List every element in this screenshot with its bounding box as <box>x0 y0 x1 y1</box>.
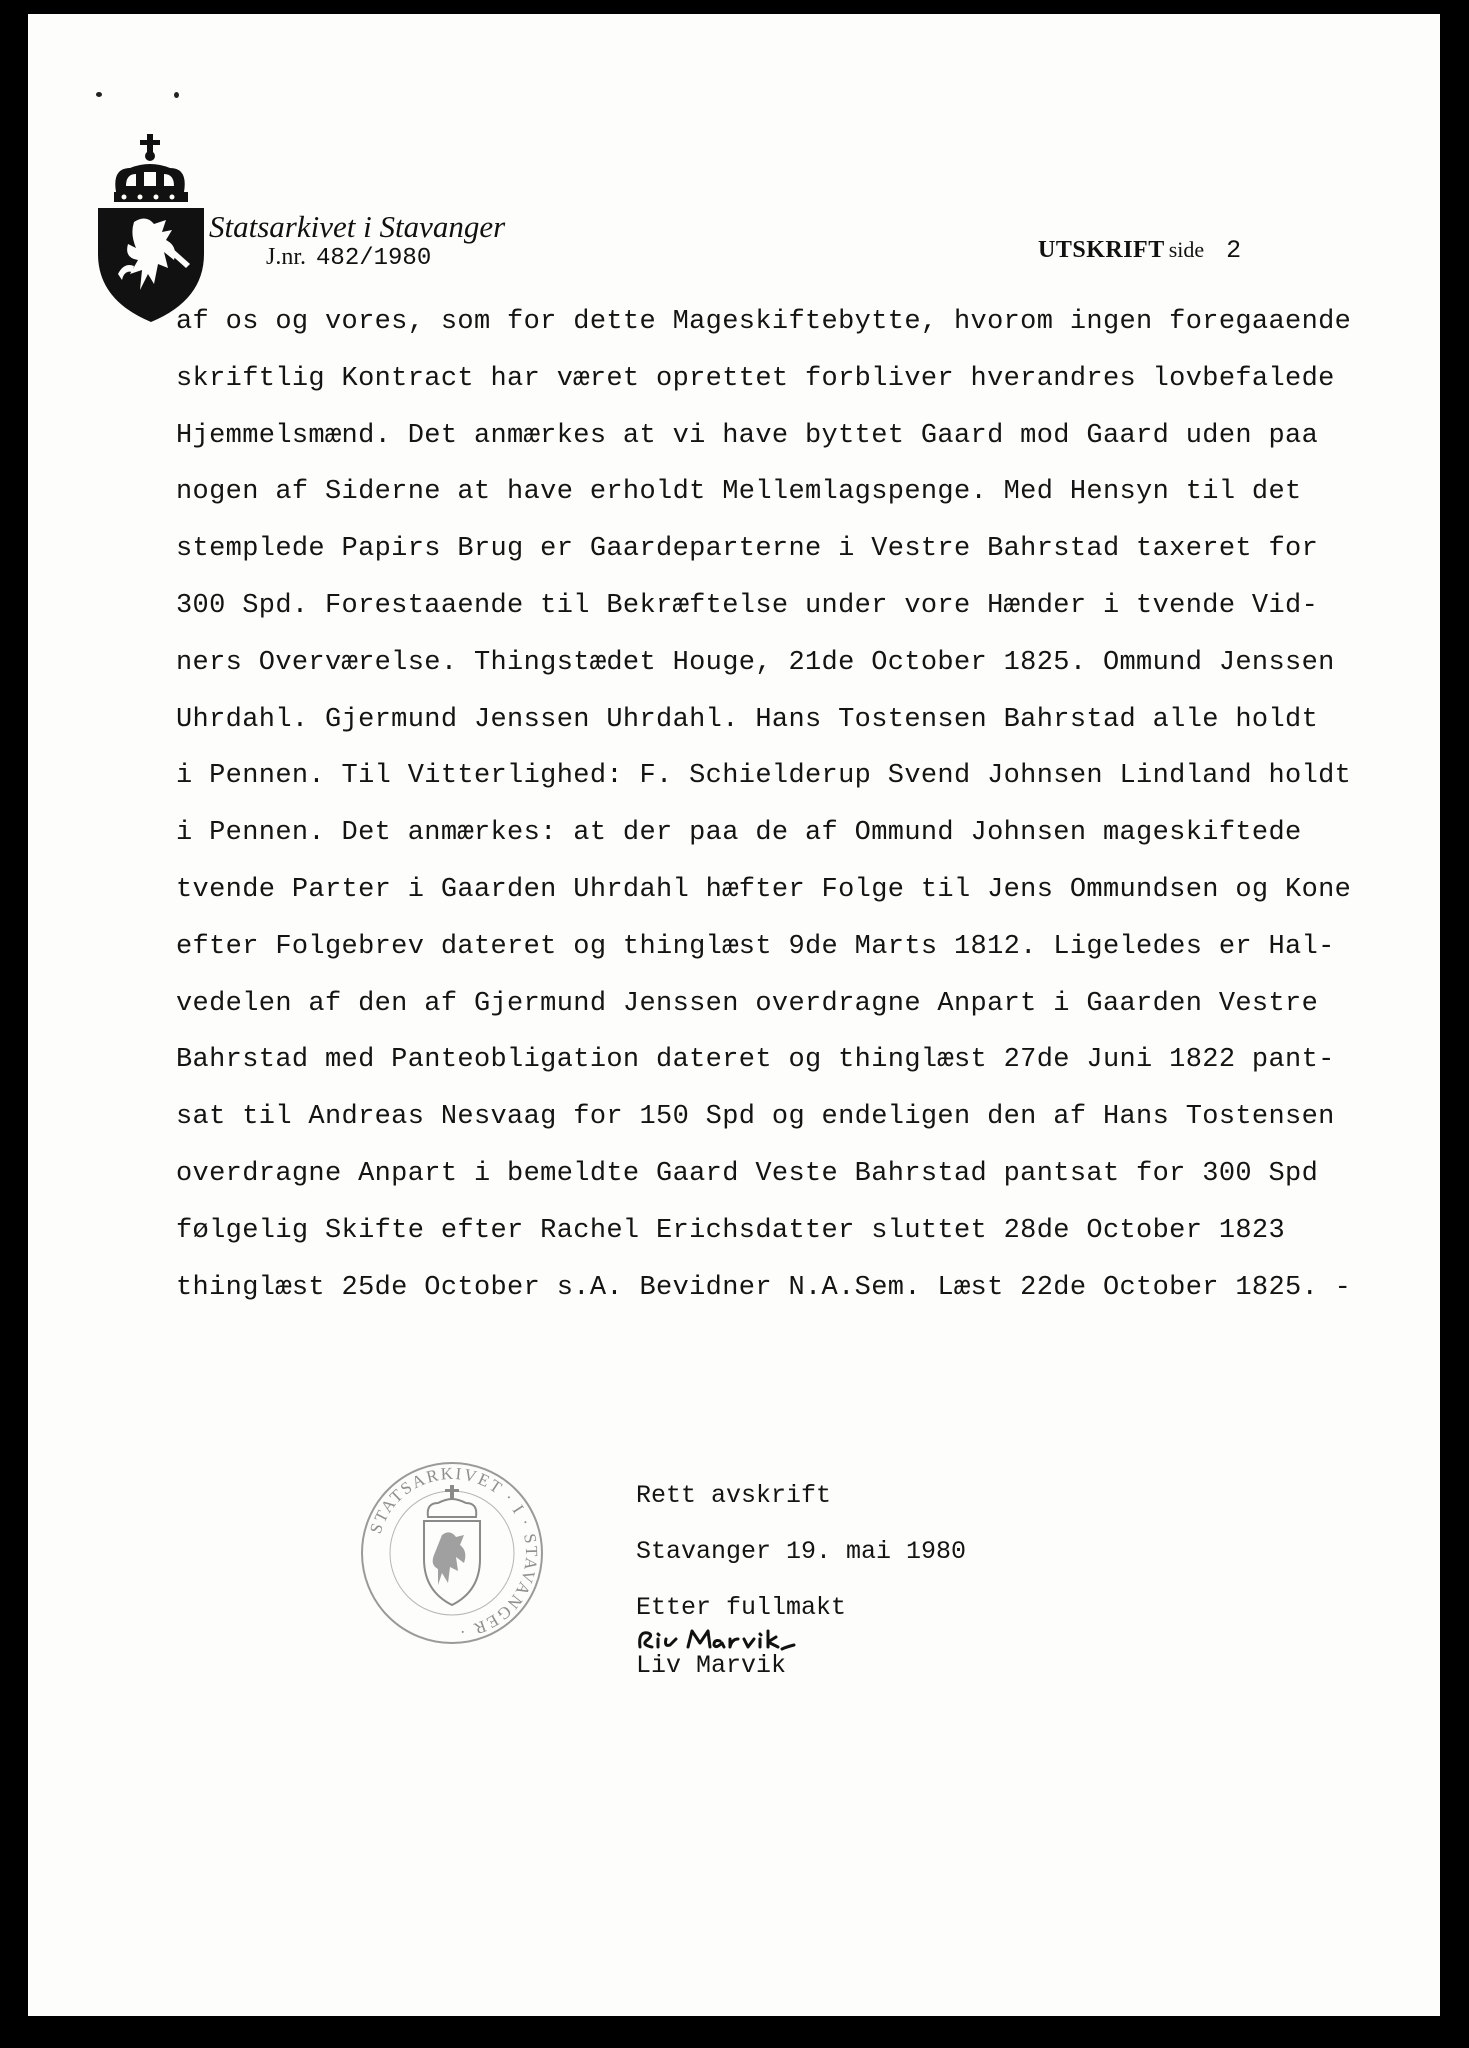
institution-name: Statsarkivet i Stavanger <box>209 209 506 244</box>
text-line: overdragne Anpart i bemeldte Gaard Veste Bahrstad pantsat for 300 Spd <box>176 1158 1319 1189</box>
text-line: Bahrstad med Panteobligation dateret og thinglæst 27de Juni 1822 pant- <box>176 1045 1335 1076</box>
text-line: efter Folgebrev dateret og thinglæst 9de Marts 1812. Ligeledes er Hal- <box>176 931 1335 962</box>
signature-text: Liv Marvik <box>636 1627 643 1628</box>
signer-name: Liv Marvik <box>636 1651 787 1680</box>
text-line: følgelig Skifte efter Rachel Erichsdatter sluttet 28de October 1823 <box>176 1215 1286 1246</box>
page-reference <box>1038 236 1241 265</box>
page-label: UTSKRIFT <box>1038 237 1165 263</box>
page-label-side: side <box>1168 237 1205 262</box>
certification-block <box>636 1479 966 1683</box>
text-line: nogen af Siderne at have erholdt Mellemlagspenge. Med Hensyn til det <box>176 477 1302 508</box>
certification-authority: Etter fullmakt <box>636 1593 847 1622</box>
text-line: Uhrdahl. Gjermund Jenssen Uhrdahl. Hans Tostensen Bahrstad alle holdt <box>176 704 1319 735</box>
speck-mark <box>96 92 102 97</box>
transcript-body <box>176 294 1426 1316</box>
certification-line: Rett avskrift <box>636 1481 832 1510</box>
text-line: i Pennen. Til Vitterlighed: F. Schielderup Svend Johnsen Lindland holdt <box>176 761 1352 792</box>
document-page <box>28 14 1440 2016</box>
journal-number <box>266 244 431 272</box>
text-line: thinglæst 25de October s.A. Bevidner N.A.Sem. Læst 22de October 1825. - <box>176 1272 1352 1303</box>
text-line: Hjemmelsmænd. Det anmærkes at vi have byttet Gaard mod Gaard uden paa <box>176 420 1319 451</box>
speck-mark <box>174 92 179 98</box>
text-line: sat til Andreas Nesvaag for 150 Spd og endeligen den af Hans Tostensen <box>176 1102 1335 1133</box>
text-line: 300 Spd. Forestaaende til Bekræftelse under vore Hænder i tvende Vid- <box>176 590 1319 621</box>
text-line: i Pennen. Det anmærkes: at der paa de af Ommund Johnsen mageskiftede <box>176 818 1302 849</box>
seal-text: STATSARKIVET · I · STAVANGER · <box>365 1463 542 1642</box>
text-line: stemplede Papirs Brug er Gaardeparterne i Vestre Bahrstad taxeret for <box>176 534 1319 565</box>
text-line: af os og vores, som for dette Mageskiftebytte, hvorom ingen foregaaende <box>176 307 1352 337</box>
journal-label: J.nr. <box>266 244 307 270</box>
text-line: vedelen af den af Gjermund Jenssen overdragne Anpart i Gaarden Vestre <box>176 988 1319 1019</box>
page-number: 2 <box>1226 236 1242 265</box>
text-line: skriftlig Kontract har været oprettet forbliver hverandres lovbefalede <box>176 363 1335 394</box>
certification-place-date: Stavanger 19. mai 1980 <box>636 1537 967 1566</box>
journal-value: 482/1980 <box>316 245 432 272</box>
text-line: ners Overværelse. Thingstædet Houge, 21de October 1825. Ommund Jenssen <box>176 647 1335 678</box>
text-line: tvende Parter i Gaarden Uhrdahl hæfter Folge til Jens Ommundsen og Kone <box>176 874 1352 905</box>
archive-seal-stamp <box>358 1459 546 1647</box>
